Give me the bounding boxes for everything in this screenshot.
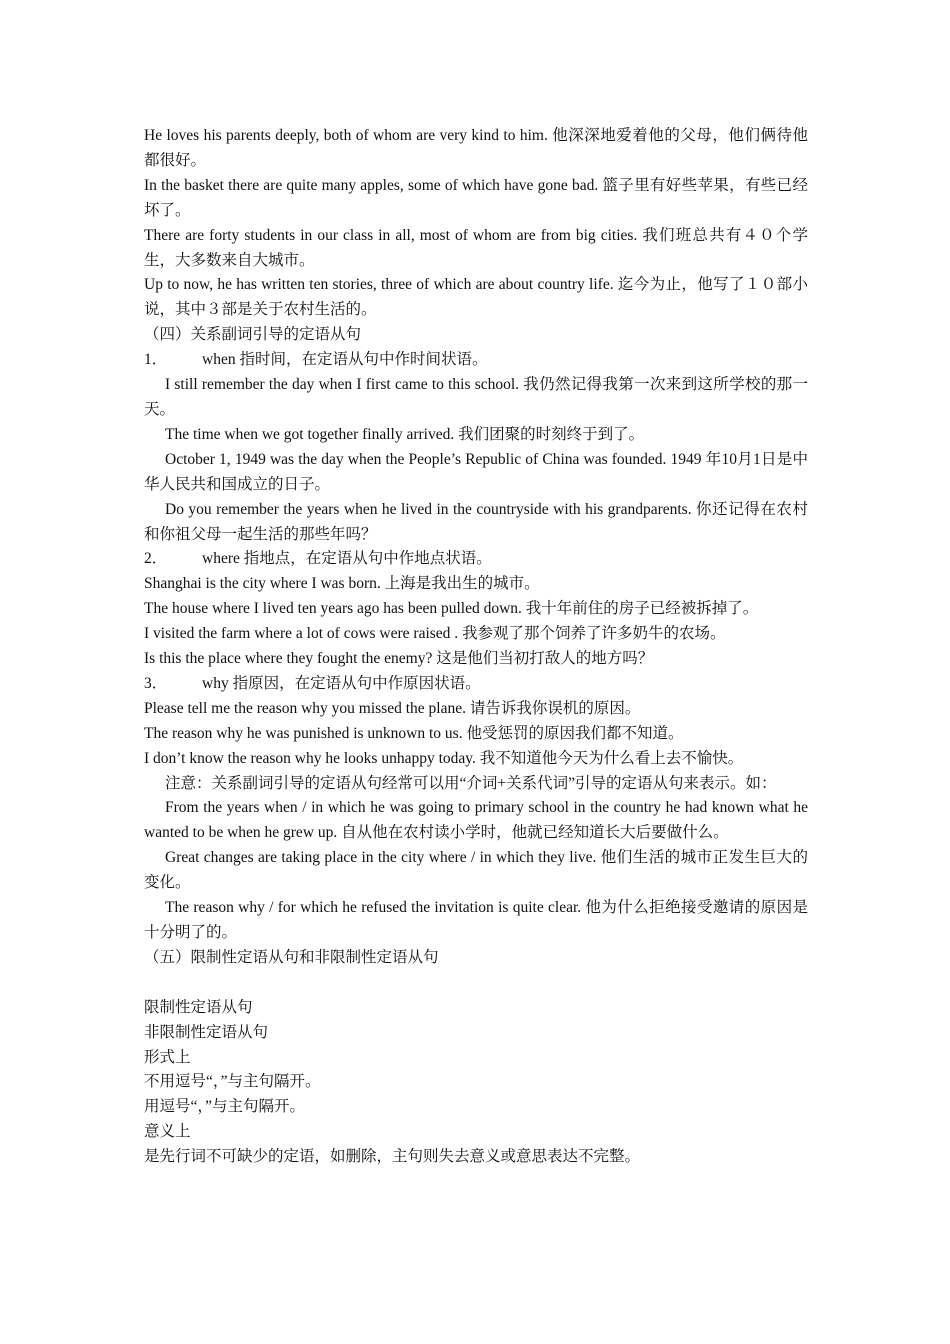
table-cell-text: 是先行词不可缺少的定语，如删除，主句则失去意义或意思表达不完整。	[144, 1148, 641, 1166]
table-cell-text: 用逗号“，”与主句隔开。	[144, 1098, 306, 1116]
blank-line	[144, 971, 808, 996]
example-sentence: In the basket there are quite many apples, some of which have gone bad. 篮子里有好些苹果，有些已经坏了。	[144, 176, 808, 219]
example-sentence: Is this the place where they fought the enemy? 这是他们当初打敌人的地方吗？	[144, 650, 654, 668]
example-sentence: The house where I lived ten years ago has been pulled down. 我十年前住的房子已经被拆掉了。	[144, 600, 759, 618]
table-cell-text: 非限制性定语从句	[144, 1023, 269, 1041]
example-sentence: I don’t know the reason why he looks unhappy today. 我不知道他今天为什么看上去不愉快。	[144, 749, 744, 767]
example-sentence: Up to now, he has written ten stories, three of which are about country life. 迄今为止，他写了１０部小说，其中３部是关于农村生活的。	[144, 276, 808, 319]
example-sentence: Please tell me the reason why you missed the plane. 请告诉我你误机的原因。	[144, 699, 641, 717]
table-cell-text: 不用逗号“，”与主句隔开。	[144, 1073, 321, 1091]
example-sentence: The reason why he was punished is unknown to us. 他受惩罚的原因我们都不知道。	[144, 724, 684, 742]
item-number: 3．	[144, 674, 168, 692]
example-sentence: He loves his parents deeply, both of whom are very kind to him. 他深深地爱着他的父母，他们俩待他都很好。	[144, 127, 808, 169]
example-sentence: I still remember the day when I first came to this school. 我仍然记得我第一次来到这所学校的那一天。	[144, 376, 808, 418]
table-cell-text: 形式上	[144, 1048, 191, 1066]
note-paragraph: 注意：关系副词引导的定语从句经常可以用“介词+关系代词”引导的定语从句来表示。如：	[165, 774, 777, 792]
item-text: when 指时间，在定语从句中作时间状语。	[202, 351, 488, 369]
example-sentence: The time when we got together finally arrived. 我们团聚的时刻终于到了。	[165, 425, 645, 443]
example-sentence: There are forty students in our class in all, most of whom are from big cities. 我们班总共有４０个学生，大多数来自大城市。	[144, 226, 808, 269]
example-sentence: Great changes are taking place in the city where / in which they live. 他们生活的城市正发生巨大的变化。	[144, 849, 808, 892]
item-number: 1．	[144, 351, 168, 369]
example-sentence: I visited the farm where a lot of cows were raised . 我参观了那个饲养了许多奶牛的农场。	[144, 625, 726, 643]
section-heading: （四）关系副词引导的定语从句	[144, 326, 362, 344]
table-cell-text: 限制性定语从句	[144, 998, 253, 1016]
example-sentence: Shanghai is the city where I was born. 上海是我出生的城市。	[144, 575, 540, 593]
numbered-item	[144, 348, 808, 373]
item-number: 2．	[144, 550, 168, 568]
document-page	[144, 124, 808, 1170]
numbered-item	[144, 672, 808, 697]
section-heading: （五）限制性定语从句和非限制性定语从句	[144, 948, 439, 966]
example-sentence: The reason why / for which he refused the invitation is quite clear. 他为什么拒绝接受邀请的原因是十分明了的。	[144, 899, 808, 941]
item-text: where 指地点，在定语从句中作地点状语。	[202, 550, 492, 568]
example-sentence: Do you remember the years when he lived in the countryside with his grandparents. 你还记得在农村和你祖父母一起生活的那些年吗？	[144, 500, 808, 543]
table-cell-text: 意义上	[144, 1123, 191, 1141]
numbered-item	[144, 547, 808, 572]
example-sentence: October 1, 1949 was the day when the People’s Republic of China was founded. 1949 年10月1日是中华人民共和国成立的日子。	[144, 450, 808, 493]
item-text: why 指原因，在定语从句中作原因状语。	[202, 674, 481, 692]
example-sentence: From the years when / in which he was going to primary school in the country he had known what he wanted to be when he grew up. 自从他在农村读小学时，他就已经知道长大后要做什么。	[144, 799, 808, 842]
